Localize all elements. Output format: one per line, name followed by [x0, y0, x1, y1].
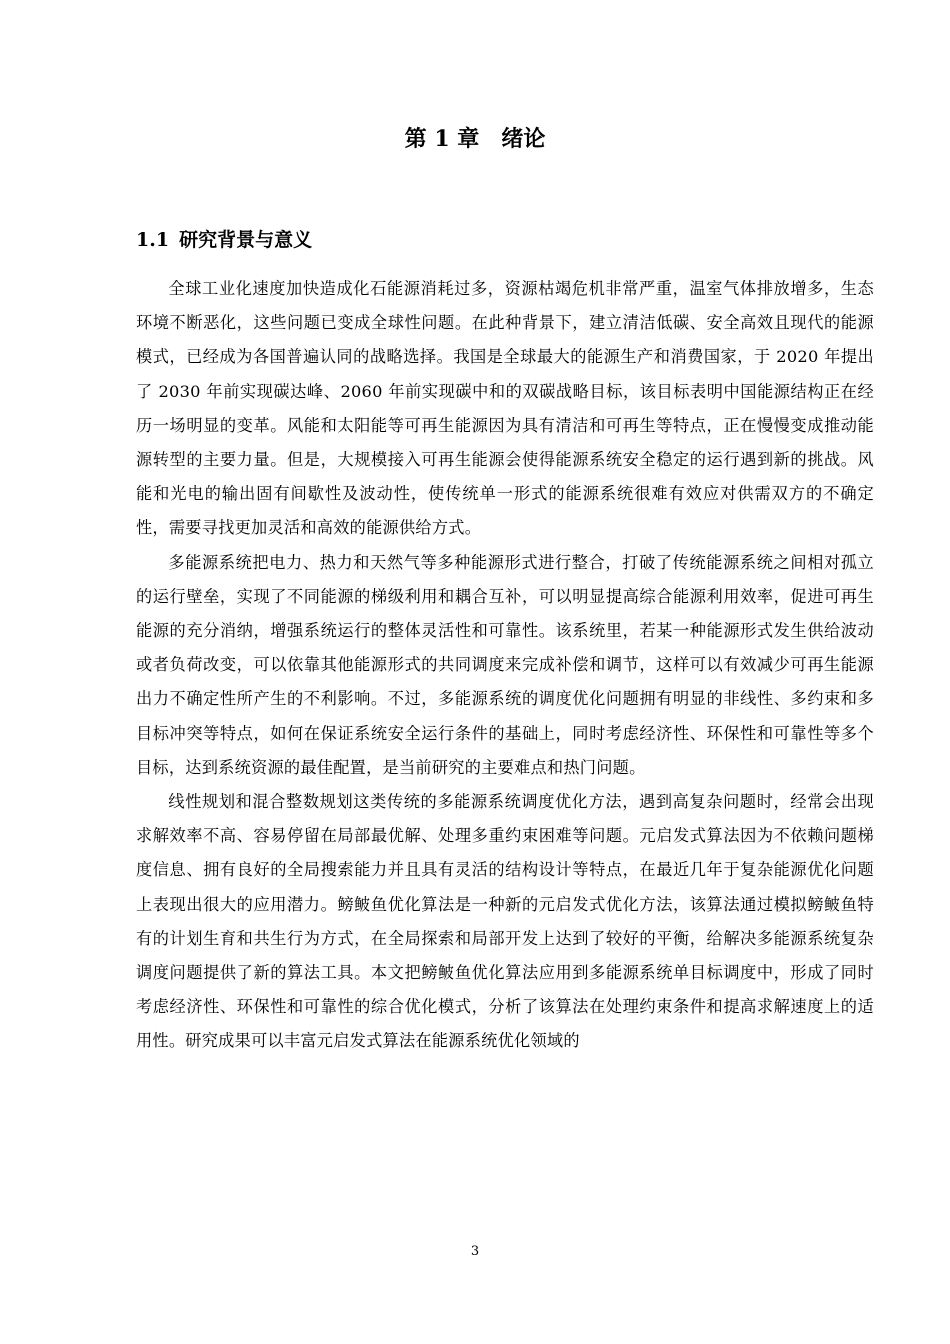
section-number: 1.1	[136, 229, 170, 251]
section-heading	[136, 224, 312, 256]
chapter-title	[0, 120, 950, 158]
paragraph: 多能源系统把电力、热力和天然气等多种能源形式进行整合，打破了传统能源系统之间相对孤立的运行壁垒，实现了不同能源的梯级利用和耦合互补，可以明显提高综合能源利用效率，促进可再生能源的充分消纳，增强系统运行的整体灵活性和可靠性。该系统里，若某一种能源形式发生供给波动或者负荷改变，可以依靠其他能源形式的共同调度来完成补偿和调节，这样可以有效减少可再生能源出力不确定性所产生的不利影响。不过，多能源系统的调度优化问题拥有明显的非线性、多约束和多目标冲突等特点，如何在保证系统安全运行条件的基础上，同时考虑经济性、环保性和可靠性等多个目标，达到系统资源的最佳配置，是当前研究的主要难点和热门问题。	[136, 552, 874, 777]
paragraph: 线性规划和混合整数规划这类传统的多能源系统调度优化方法，遇到高复杂问题时，经常会出现求解效率不高、容易停留在局部最优解、处理多重约束困难等问题。元启发式算法因为不依赖问题梯度信息、拥有良好的全局搜索能力并且具有灵活的结构设计等特点，在最近几年于复杂能源优化问题上表现出很大的应用潜力。鳑鲏鱼优化算法是一种新的元启发式优化方法，该算法通过模拟鳑鲏鱼特有的计划生育和共生行为方式，在全局探索和局部开发上达到了较好的平衡，给解决多能源系统复杂调度问题提供了新的算法工具。本文把鳑鲏鱼优化算法应用到多能源系统单目标调度中，形成了同时考虑经济性、环保性和可靠性的综合优化模式，分析了该算法在处理约束条件和提高求解速度上的适用性。研究成果可以丰富元启发式算法在能源系统优化领域的	[136, 792, 874, 1051]
page-number: 3	[470, 1244, 480, 1259]
chapter-title-text: 绪论	[501, 126, 546, 152]
paragraph: 全球工业化速度加快造成化石能源消耗过多，资源枯竭危机非常严重，温室气体排放增多，生态环境不断恶化，这些问题已变成全球性问题。在此种背景下，建立清洁低碳、安全高效且现代的能源模式，已经成为各国普遍认同的战略选择。我国是全球最大的能源生产和消费国家，于 2020 年提出了 2030 年前实现碳达峰、2060 年前实现碳中和的双碳战略目标，该目标表明中国能源结构正在经历一场明显的变革。风能和太阳能等可再生能源因为具有清洁和可再生等特点，正在慢慢变成推动能源转型的主要力量。但是，大规模接入可再生能源会使得能源系统安全稳定的运行遇到新的挑战。风能和光电的输出固有间歇性及波动性，使传统单一形式的能源系统很难有效应对供需双方的不确定性，需要寻找更加灵活和高效的能源供给方式。	[136, 279, 874, 538]
section-title-text: 研究背景与意义	[179, 229, 313, 251]
body-text	[136, 272, 874, 1059]
chapter-number: 第 1 章	[404, 126, 480, 152]
